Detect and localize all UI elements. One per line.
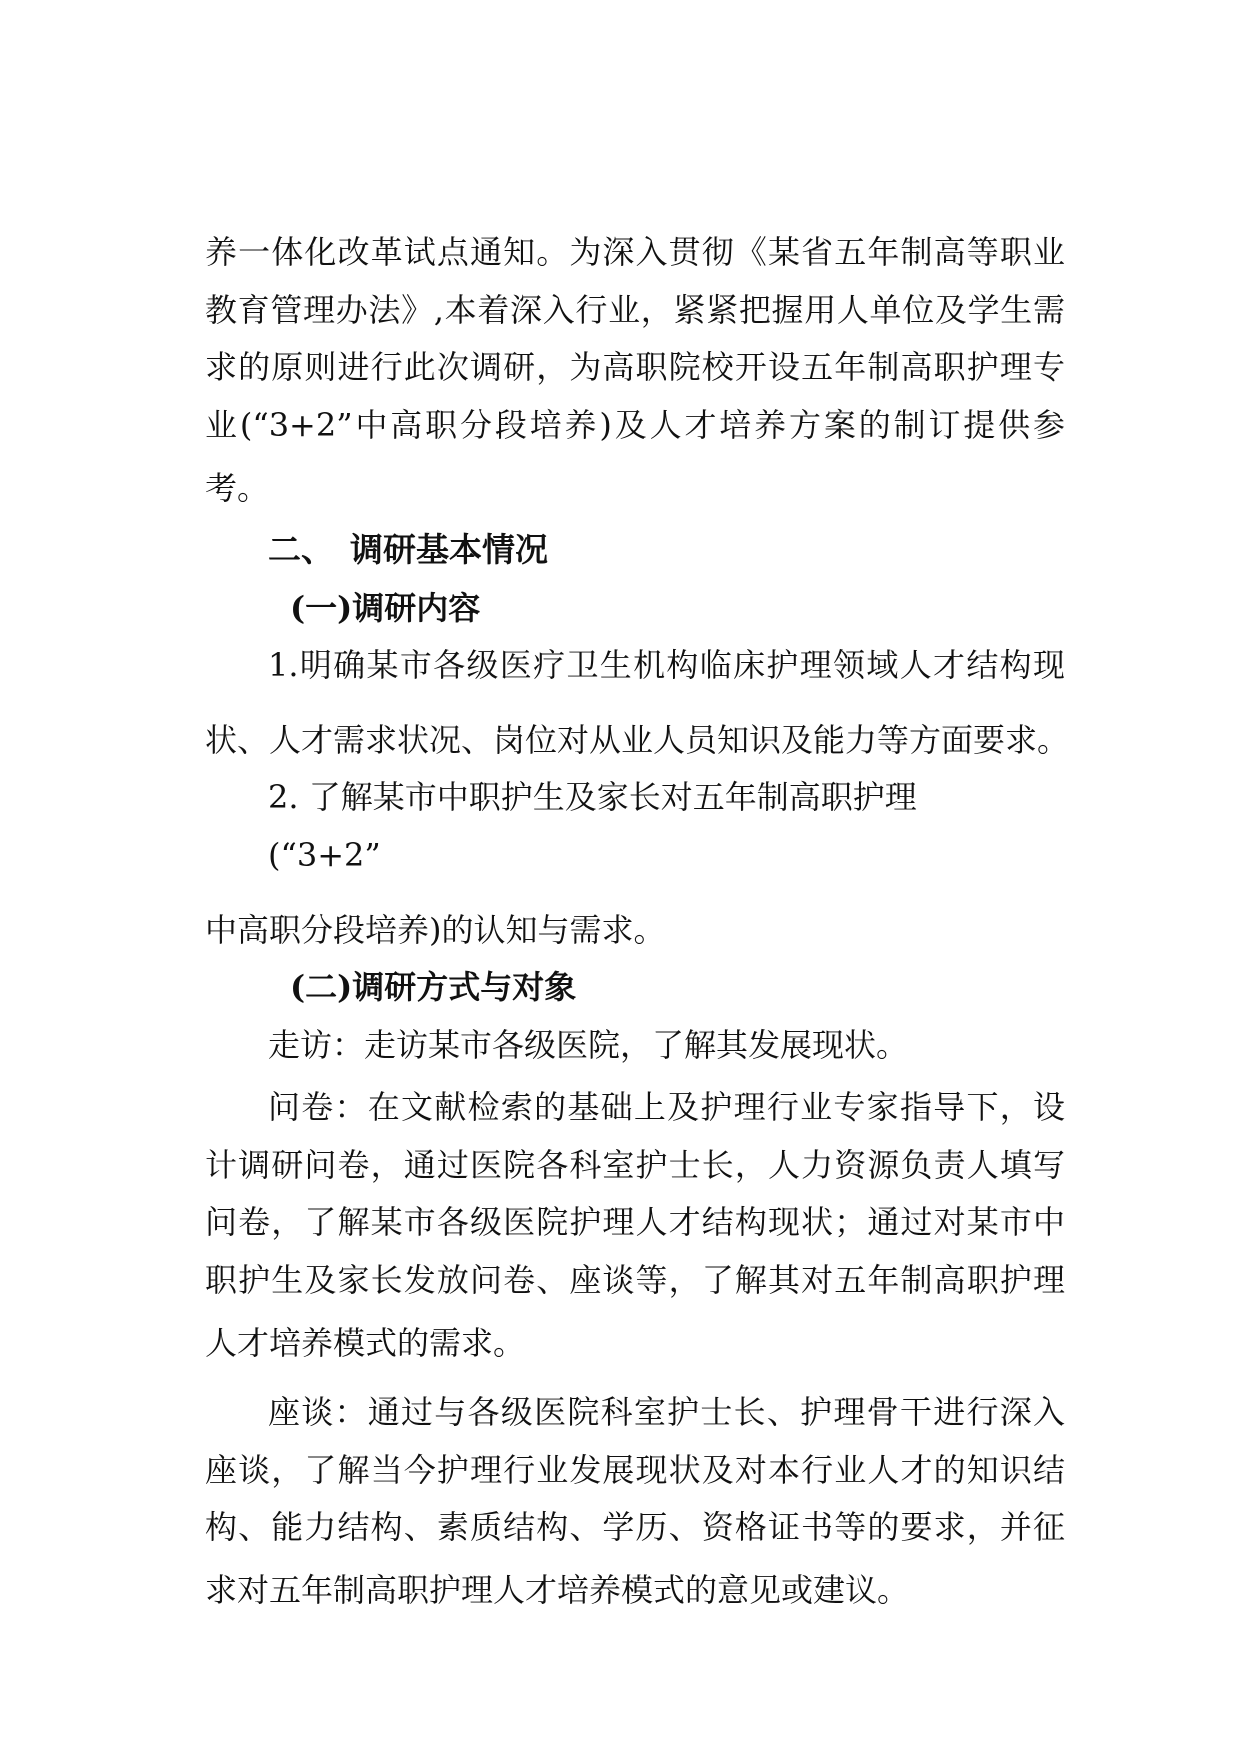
subsection-2-title: (二)调研方式与对象 — [290, 968, 577, 1006]
survey-line-4: 职护生及家长发放问卷、座谈等，了解其对五年制高职护理 — [205, 1261, 1065, 1299]
forum-line-1: 座谈：通过与各级医院科室护士长、护理骨干进行深入 — [268, 1393, 1065, 1431]
content-item-2-line-2: (“3+2” — [268, 836, 381, 874]
content-item-2-line-3: 中高职分段培养)的认知与需求。 — [205, 911, 666, 949]
visit-line-1: 走访：走访某市各级医院，了解其发展现状。 — [268, 1026, 909, 1064]
intro-line-2: 教育管理办法》,本着深入行业，紧紧把握用人单位及学生需 — [205, 291, 1065, 329]
content-item-1-line-1: 1.明确某市各级医疗卫生机构临床护理领域人才结构现 — [268, 646, 1065, 684]
forum-line-2: 座谈，了解当今护理行业发展现状及对本行业人才的知识结 — [205, 1451, 1065, 1489]
section-title: 调研基本情况 — [350, 530, 548, 569]
forum-line-4: 求对五年制高职护理人才培养模式的意见或建议。 — [205, 1571, 910, 1609]
forum-line-3: 构、能力结构、素质结构、学历、资格证书等的要求，并征 — [205, 1508, 1065, 1546]
content-item-1-line-2: 状、人才需求状况、岗位对从业人员知识及能力等方面要求。 — [205, 721, 1070, 759]
intro-line-5: 考。 — [205, 469, 270, 507]
content-item-2-line-1: 2. 了解某市中职护生及家长对五年制高职护理 — [268, 778, 917, 816]
survey-line-3: 问卷，了解某市各级医院护理人才结构现状；通过对某市中 — [205, 1203, 1065, 1241]
section-heading — [268, 530, 548, 570]
survey-line-1: 问卷：在文献检索的基础上及护理行业专家指导下，设 — [268, 1088, 1065, 1126]
survey-line-5: 人才培养模式的需求。 — [205, 1324, 526, 1362]
section-number: 二、 — [268, 530, 334, 569]
intro-line-3: 求的原则进行此次调研，为高职院校开设五年制高职护理专 — [205, 348, 1065, 386]
intro-line-1: 养一体化改革试点通知。为深入贯彻《某省五年制高等职业 — [205, 233, 1065, 271]
subsection-1-title: (一)调研内容 — [290, 589, 481, 627]
survey-line-2: 计调研问卷，通过医院各科室护士长，人力资源负责人填写 — [205, 1146, 1065, 1184]
intro-line-4: 业(“3+2”中高职分段培养)及人才培养方案的制订提供参 — [205, 406, 1065, 444]
